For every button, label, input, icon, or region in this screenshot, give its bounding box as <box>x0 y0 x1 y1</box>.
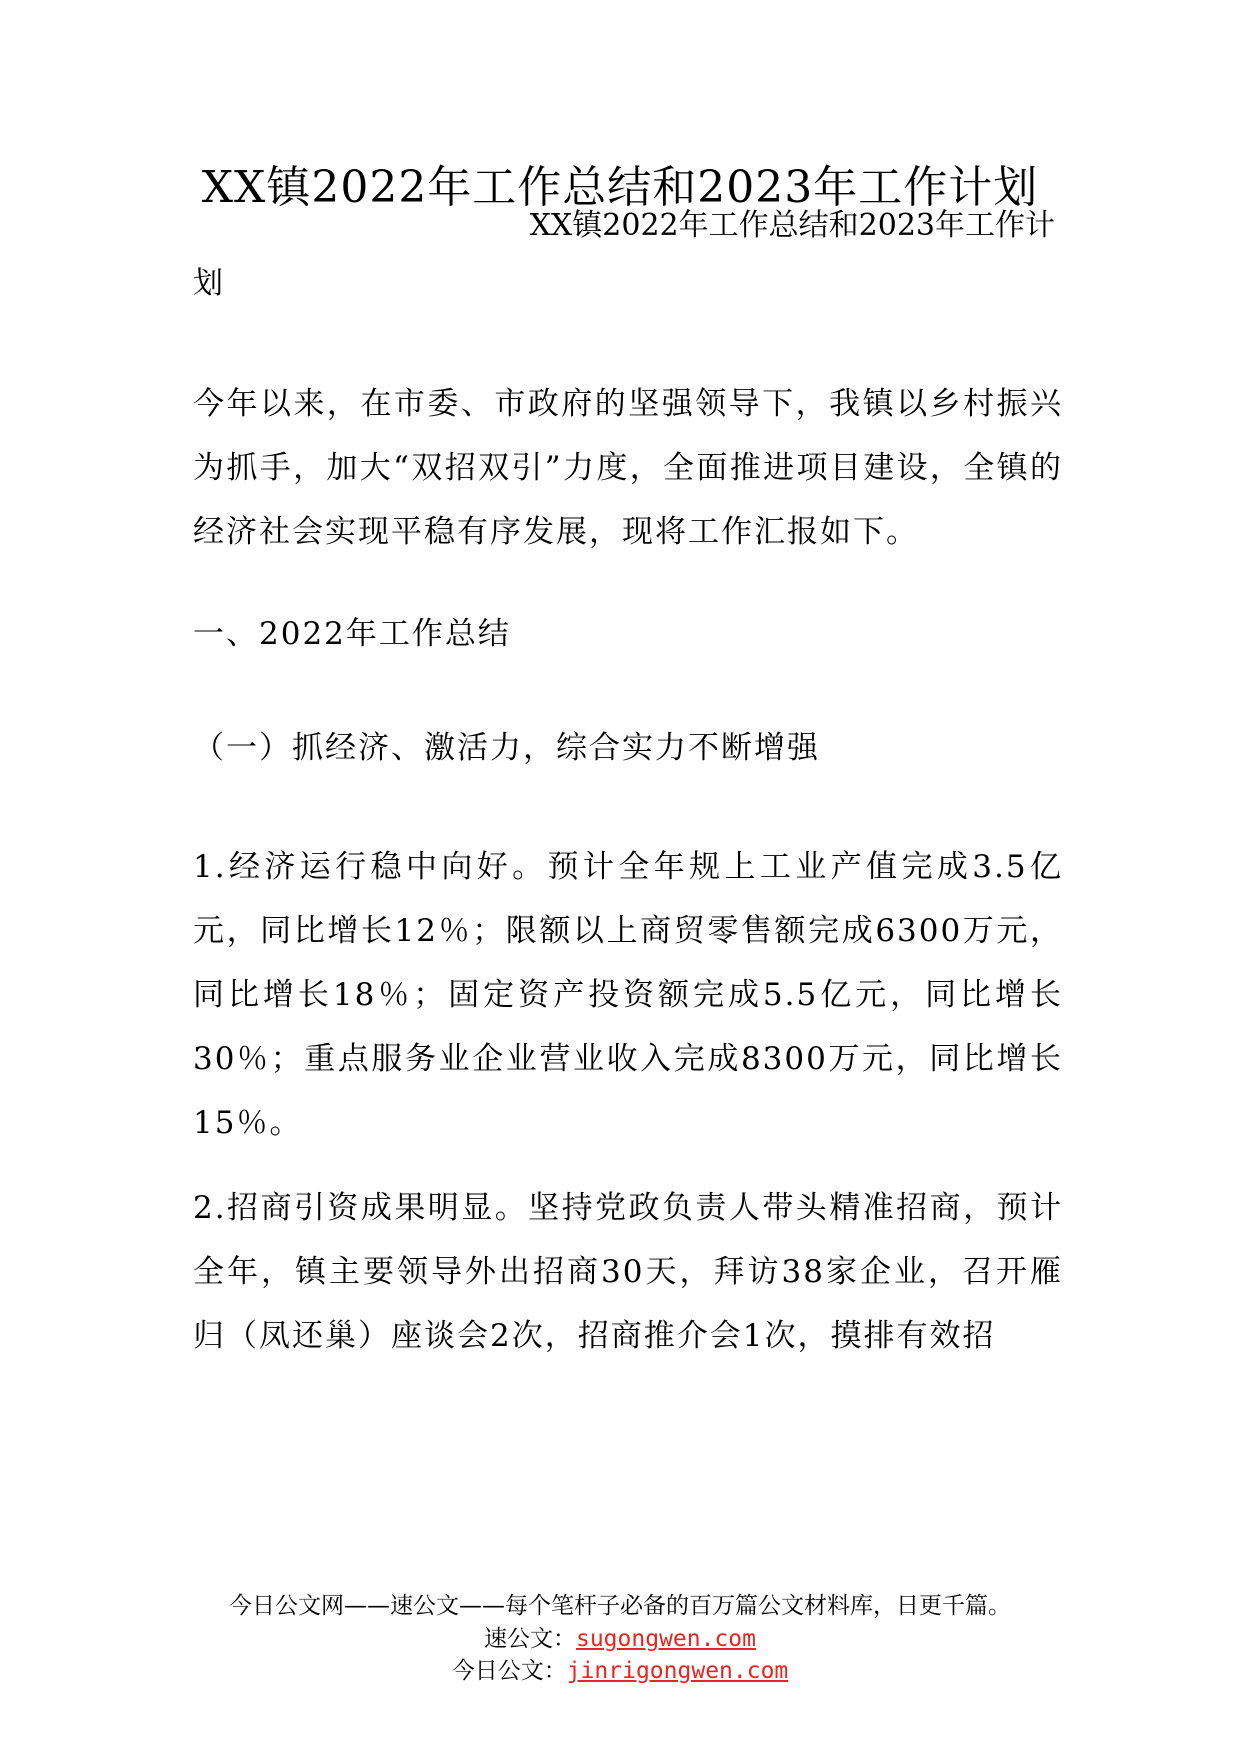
footer-label-jinrigongwen: 今日公文： <box>451 1658 567 1684</box>
paragraph-item-1: 1.经济运行稳中向好。预计全年规上工业产值完成3.5亿元，同比增长12％；限额以上商贸零售额完成6300万元，同比增长18％；固定资产投资额完成5.5亿元，同比增长30％；重点服务业企业营业收入完成8300万元，同比增长15％。 <box>193 849 1063 1141</box>
subsection-heading: （一）抓经济、激活力，综合实力不断增强 <box>193 730 820 766</box>
jinrigongwen-link[interactable]: jinrigongwen.com <box>566 1658 789 1684</box>
footer-link-row-2 <box>0 1656 1240 1686</box>
intro-paragraph: 今年以来，在市委、市政府的坚强领导下，我镇以乡村振兴为抓手，加大“双招双引”力度，全面推进项目建设，全镇的经济社会实现平稳有序发展，现将工作汇报如下。 <box>193 386 1063 550</box>
section-heading: 一、2022年工作总结 <box>193 616 511 652</box>
paragraph-item-2: 2.招商引资成果明显。坚持党政负责人带头精准招商，预计全年，镇主要领导外出招商30天，拜访38家企业，召开雁归（凤还巢）座谈会2次，招商推介会1次，摸排有效招 <box>193 1190 1063 1354</box>
footer-label-sugongwen: 速公文： <box>483 1626 576 1652</box>
document-subtitle-continuation: 划 <box>193 266 223 301</box>
footer-link-row-1 <box>0 1624 1240 1654</box>
document-title: XX镇2022年工作总结和2023年工作计划 <box>201 162 1039 213</box>
document-subtitle: XX镇2022年工作总结和2023年工作计 <box>529 208 1055 243</box>
sugongwen-link[interactable]: sugongwen.com <box>575 1626 756 1652</box>
footer-banner: 今日公文网——速公文——每个笔杆子必备的百万篇公文材料库，日更千篇。 <box>229 1593 1011 1619</box>
